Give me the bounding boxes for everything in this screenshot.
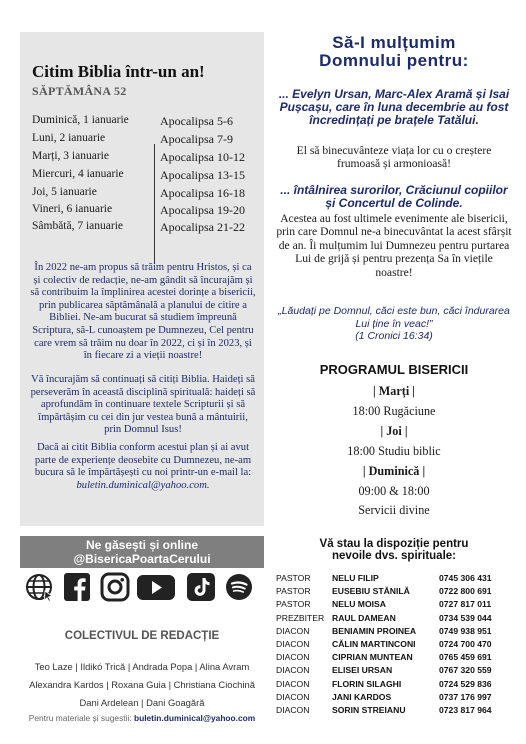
contact-phone[interactable]: 0723 817 964 (439, 705, 492, 715)
contact-phone[interactable]: 0722 800 691 (439, 586, 492, 597)
contact-name: ELISEI URSAN (332, 665, 393, 676)
contact-name: CĂLIN MARTINCONI (332, 639, 416, 649)
tiktok-icon[interactable] (186, 572, 216, 602)
contact-row (276, 626, 512, 639)
youtube-icon[interactable] (136, 572, 176, 602)
instagram-icon[interactable] (100, 572, 130, 602)
contact-phone[interactable]: 0724 700 470 (439, 639, 492, 649)
contact-row (276, 679, 512, 692)
intro-paragraph: În 2022 ne-am propus să trăim pentru Hristos, și ca și colectiv de redacție, ne-am gândit să încurajăm și să contribuim la împlinirea acestei dorințe a bisericii, prin publicarea săptămânală a planului de citire a Bibliei. Ne-am bucurat să studiem împreună Scriptura, să-L cunoaștem pe Dumnezeu, Cel pentru care vrem să trăim nu doar în 2022, ci și în 2023, și în fiecare zi a vieții noastre! (30, 262, 256, 362)
thanks-title (278, 34, 510, 70)
contact-row (276, 692, 512, 705)
program-day-tuesday: | Marți | (373, 384, 415, 398)
bible-quote (276, 305, 512, 343)
contact-role: DIACON (276, 705, 310, 715)
quote-text: „Lăudați pe Domnul, căci este bun, căci îndurarea Lui ține în veac!” (278, 305, 510, 330)
contacts-title-line-2: nevoile dvs. spirituale: (332, 550, 456, 562)
contact-row (276, 573, 512, 586)
share-paragraph (30, 442, 256, 492)
contact-role: DIACON (276, 639, 310, 649)
thanks-title-line-1: Să-I mulțumim (332, 33, 456, 52)
schedule-row (20, 184, 264, 202)
contact-phone[interactable]: 0724 529 836 (439, 678, 492, 689)
contacts-title (276, 538, 512, 562)
schedule-reference: Apocalipsa 10-12 (160, 150, 245, 164)
contact-name: NELU FILIP (332, 573, 379, 583)
social-handle: @BisericaPoartaCerului (73, 552, 211, 566)
contact-name: JANI KARDOS (332, 691, 392, 702)
contact-row (276, 586, 512, 599)
globe-icon[interactable] (24, 572, 54, 602)
encouragement-paragraph: Vă încurajăm să continuați să citiți Biblia. Haideți să perseverăm în această disciplină spirituală: haideți să aprofundăm în continuare textele Scripturii și să împărtășim cu cei din jur vestea bună a mântuirii, prin Domnul Isus! (30, 374, 256, 436)
editorial-title: COLECTIVUL DE REDACȚIE (64, 630, 220, 642)
program-day-thursday: | Joi | (380, 424, 408, 438)
contact-row (276, 599, 512, 612)
contact-phone[interactable]: 0737 176 997 (439, 691, 492, 702)
schedule-reference: Apocalipsa 13-15 (160, 168, 245, 182)
contact-phone[interactable]: 0745 306 431 (439, 573, 492, 583)
schedule-reference: Apocalipsa 7-9 (160, 132, 233, 146)
program-title: PROGRAMUL BISERICII (319, 362, 469, 377)
contact-name: RAUL DAMEAN (332, 612, 396, 623)
editorial-names-line: Alexandra Kardos | Roxana Guia | Christiana Ciochină (29, 679, 255, 690)
program-time-thursday: 18:00 Studiu biblic (347, 444, 441, 458)
schedule-reference: Apocalipsa 5-6 (160, 114, 233, 128)
spotify-icon[interactable] (224, 572, 254, 602)
contact-row (276, 665, 512, 678)
schedule-day: Marți, 3 ianuarie (32, 150, 109, 162)
contact-row (276, 639, 512, 652)
schedule-day: Vineri, 6 ianuarie (32, 203, 113, 215)
events-body: Acestea au fost ultimele evenimente ale bisericii, prin care Domnul ne-a binecuvântat la acest sfârșit de an. Îi mulțumim lui Dumnezeu pentru purtarea Lui de grijă și pentru prezența Sa în viețile noastre! (276, 212, 512, 279)
share-text: Dacă ai citit Biblia conform acestui plan și ai avut parte de experiențe deosebite cu Dumnezeu, ne-am bucura să le împărtășești cu noi printr-un e-mail la: (34, 442, 252, 479)
program-services-sunday: Servicii divine (358, 503, 430, 517)
social-banner-line-1: Ne găsești și online (85, 538, 199, 552)
editorial-names-line: Dani Ardelean | Dani Goagără (79, 697, 205, 708)
contact-name: EUSEBIU STĂNILĂ (332, 586, 410, 597)
reading-plan-panel (20, 32, 264, 526)
contact-name: BENIAMIN PROINEA (332, 625, 417, 636)
contact-role: DIACON (276, 652, 310, 663)
footer-email-link[interactable]: buletin.duminical@yahoo.com (133, 713, 256, 723)
contact-row (276, 652, 512, 665)
program-time-tuesday: 18:00 Rugăciune (352, 404, 436, 418)
schedule-row (20, 166, 264, 184)
contact-name: CIPRIAN MUNTEAN (332, 652, 413, 663)
program-day-sunday: | Duminică | (362, 464, 426, 478)
schedule-row (20, 130, 264, 148)
schedule-row (20, 218, 264, 236)
contact-phone[interactable]: 0749 938 951 (439, 625, 492, 636)
contact-role: DIACON (276, 678, 310, 689)
social-icons-row (24, 572, 264, 608)
editorial-footer (20, 713, 264, 723)
baptism-blessing: El să binecuvânteze viața lor cu o creștere frumoasă și armonioasă! (296, 144, 492, 171)
contact-name: NELU MOISA (332, 599, 386, 610)
contact-role: PASTOR (276, 573, 311, 583)
schedule-row (20, 112, 264, 130)
schedule-row (20, 148, 264, 166)
contacts-title-line-1: Vă stau la dispoziție pentru (319, 538, 469, 550)
reading-plan-title: Citim Biblia într-un an! (32, 62, 205, 81)
contact-name: SORIN STREIANU (332, 705, 406, 715)
contact-role: DIACON (276, 625, 310, 636)
schedule-reference: Apocalipsa 19-20 (160, 203, 245, 217)
editorial-names-line: Teo Laze | Ildikó Trică | Andrada Popa | Alina Avram (34, 661, 250, 672)
contact-role: PREZBITER (276, 612, 325, 623)
contact-row (276, 613, 512, 626)
contact-role: PASTOR (276, 599, 311, 610)
reading-plan-week: SĂPTĂMÂNA 52 (32, 84, 127, 98)
schedule-day: Miercuri, 4 ianuarie (32, 168, 124, 180)
contact-role: PASTOR (276, 586, 311, 597)
contact-phone[interactable]: 0734 539 044 (439, 612, 492, 623)
schedule-reference: Apocalipsa 16-18 (160, 186, 245, 200)
schedule-reference: Apocalipsa 21-22 (160, 220, 245, 234)
share-email-link[interactable]: buletin.duminical@yahoo.com. (76, 479, 210, 491)
events-lead: ... întâlnirea surorilor, Crăciunul copiilor și Concertul de Colinde. (280, 183, 508, 210)
contact-row (276, 705, 512, 718)
contact-name: FLORIN SILAGHI (332, 678, 402, 689)
schedule-day: Joi, 5 ianuarie (32, 186, 97, 198)
contact-role: DIACON (276, 691, 310, 702)
schedule-day: Sâmbătă, 7 ianuarie (32, 220, 124, 232)
contact-phone[interactable]: 0765 459 691 (439, 652, 492, 663)
baptism-lead: ... Evelyn Ursan, Marc-Alex Aramă și Isai Pușcașu, care în luna decembrie au fost încredințați pe brațele Tatălui. (278, 87, 510, 127)
quote-reference: (1 Cronici 16:34) (355, 330, 433, 342)
contact-role: DIACON (276, 665, 310, 676)
facebook-icon[interactable] (62, 572, 92, 602)
contact-phone[interactable]: 0767 320 559 (439, 665, 492, 676)
social-banner (20, 536, 264, 568)
footer-prefix: Pentru materiale și sugestii: (28, 713, 132, 723)
program-time-sunday: 09:00 & 18:00 (358, 484, 430, 498)
schedule-row (20, 201, 264, 219)
thanks-title-line-2: Domnului pentru: (319, 51, 469, 70)
contact-phone[interactable]: 0727 817 011 (439, 599, 492, 610)
schedule-day: Duminică, 1 ianuarie (32, 114, 129, 126)
schedule-day: Luni, 2 ianuarie (32, 132, 106, 144)
